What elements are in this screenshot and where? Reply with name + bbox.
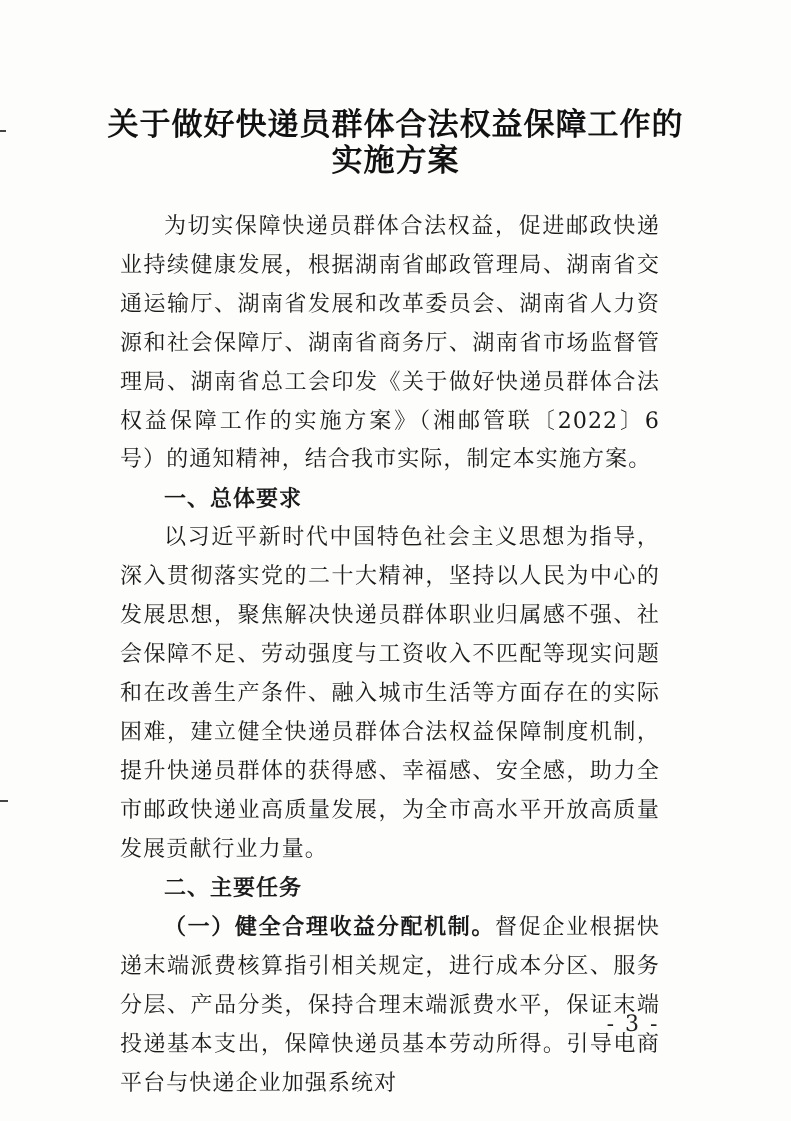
section-heading-main-tasks: 二、主要任务	[164, 875, 303, 902]
section-heading-overall-requirements: 一、总体要求	[164, 486, 303, 513]
document-title-line-1: 关于做好快递员群体合法权益保障工作的	[107, 107, 684, 143]
scan-mark	[0, 800, 8, 802]
task-1-heading: （一）健全合理收益分配机制。	[164, 914, 496, 941]
overall-requirements-paragraph: 以习近平新时代中国特色社会主义思想为指导，深入贯彻落实党的二十大精神，坚持以人民为中心的发展思想，聚焦解决快递员群体职业归属感不强、社会保障不足、劳动强度与工资收入不匹配等现实问题和在改善生产条件、融入城市生活等方面存在的实际困难，建立健全快递员群体合法权益保障制度机制，提升快递员群体的获得感、幸福感、安全感，助力全市邮政快递业高质量发展，为全市高水平开放高质量发展贡献行业力量。	[120, 525, 660, 862]
document-body	[120, 208, 660, 1104]
task-1-body: 督促企业根据快递末端派费核算指引相关规定，进行成本分区、服务分层、产品分类，保持合理末端派费水平，保证末端投递基本支出，保障快递员基本劳动所得。引导电商平台与快递企业加强系统对	[120, 915, 660, 1096]
document-title-line-2: 实施方案	[331, 143, 460, 179]
task-1-paragraph	[120, 908, 660, 1104]
intro-paragraph: 为切实保障快递员群体合法权益，促进邮政快递业持续健康发展，根据湖南省邮政管理局、湖南省交通运输厅、湖南省发展和改革委员会、湖南省人力资源和社会保障厅、湖南省商务厅、湖南省市场监督管理局、湖南省总工会印发《关于做好快递员群体合法权益保障工作的实施方案》（湘邮管联〔2022〕6 号）的通知精神，结合我市实际，制定本实施方案。	[120, 214, 660, 473]
page-number: - 3 -	[606, 1012, 660, 1037]
